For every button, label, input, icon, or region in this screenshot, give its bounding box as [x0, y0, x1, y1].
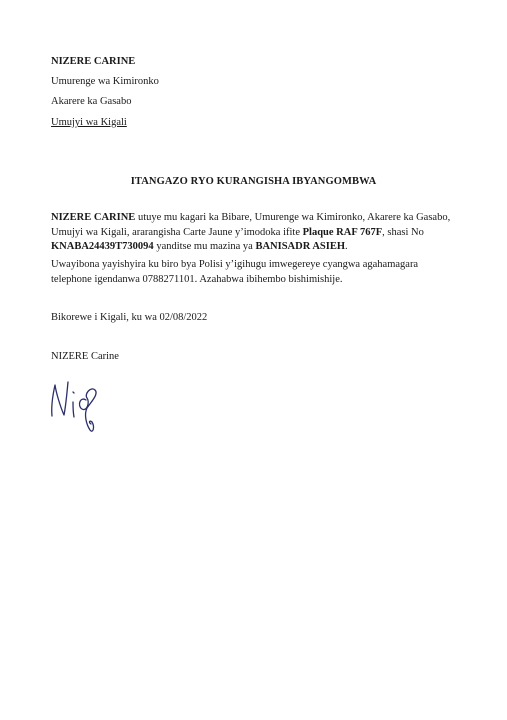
announcer-name: NIZERE CARINE — [51, 212, 136, 223]
sender-sector: Umurenge wa Kimironko — [51, 76, 159, 87]
place-date-line: Bikorewe i Kigali, ku wa 02/08/2022 — [51, 312, 208, 323]
sender-district: Akarere ka Gasabo — [51, 96, 132, 107]
paragraph-text-4: . — [345, 241, 348, 252]
handwritten-signature — [46, 372, 116, 437]
signer-name: NIZERE Carine — [51, 351, 119, 362]
announcement-paragraph — [51, 211, 461, 255]
sender-city: Umujyi wa Kigali — [51, 117, 127, 128]
vehicle-plate: Plaque RAF 767F — [302, 226, 383, 238]
owner-name: BANISADR ASIEH — [255, 241, 346, 252]
paragraph-text-1: utuye mu kagari ka Bibare, Umurenge wa Kimironko, Akarere ka Gasabo, Umujyi wa Kigali, ararangisha Carte Jaune y’imodoka ifite — [51, 212, 451, 238]
document-title: ITANGAZO RYO KURANGISHA IBYANGOMBWA — [130, 176, 377, 187]
sender-name: NIZERE CARINE — [51, 56, 136, 67]
contact-paragraph: Uwayibona yayishyira ku biro bya Polisi y’igihugu imwegereye cyangwa agahamagara telephone igendanwa 0788271101. Azahabwa ibihembo bishimishije. — [51, 259, 419, 285]
chassis-number: KNABA24439T730094 — [51, 241, 154, 252]
paragraph-text-3: yanditse mu mazina ya — [153, 241, 256, 252]
paragraph-text-2: , shasi No — [382, 226, 424, 238]
